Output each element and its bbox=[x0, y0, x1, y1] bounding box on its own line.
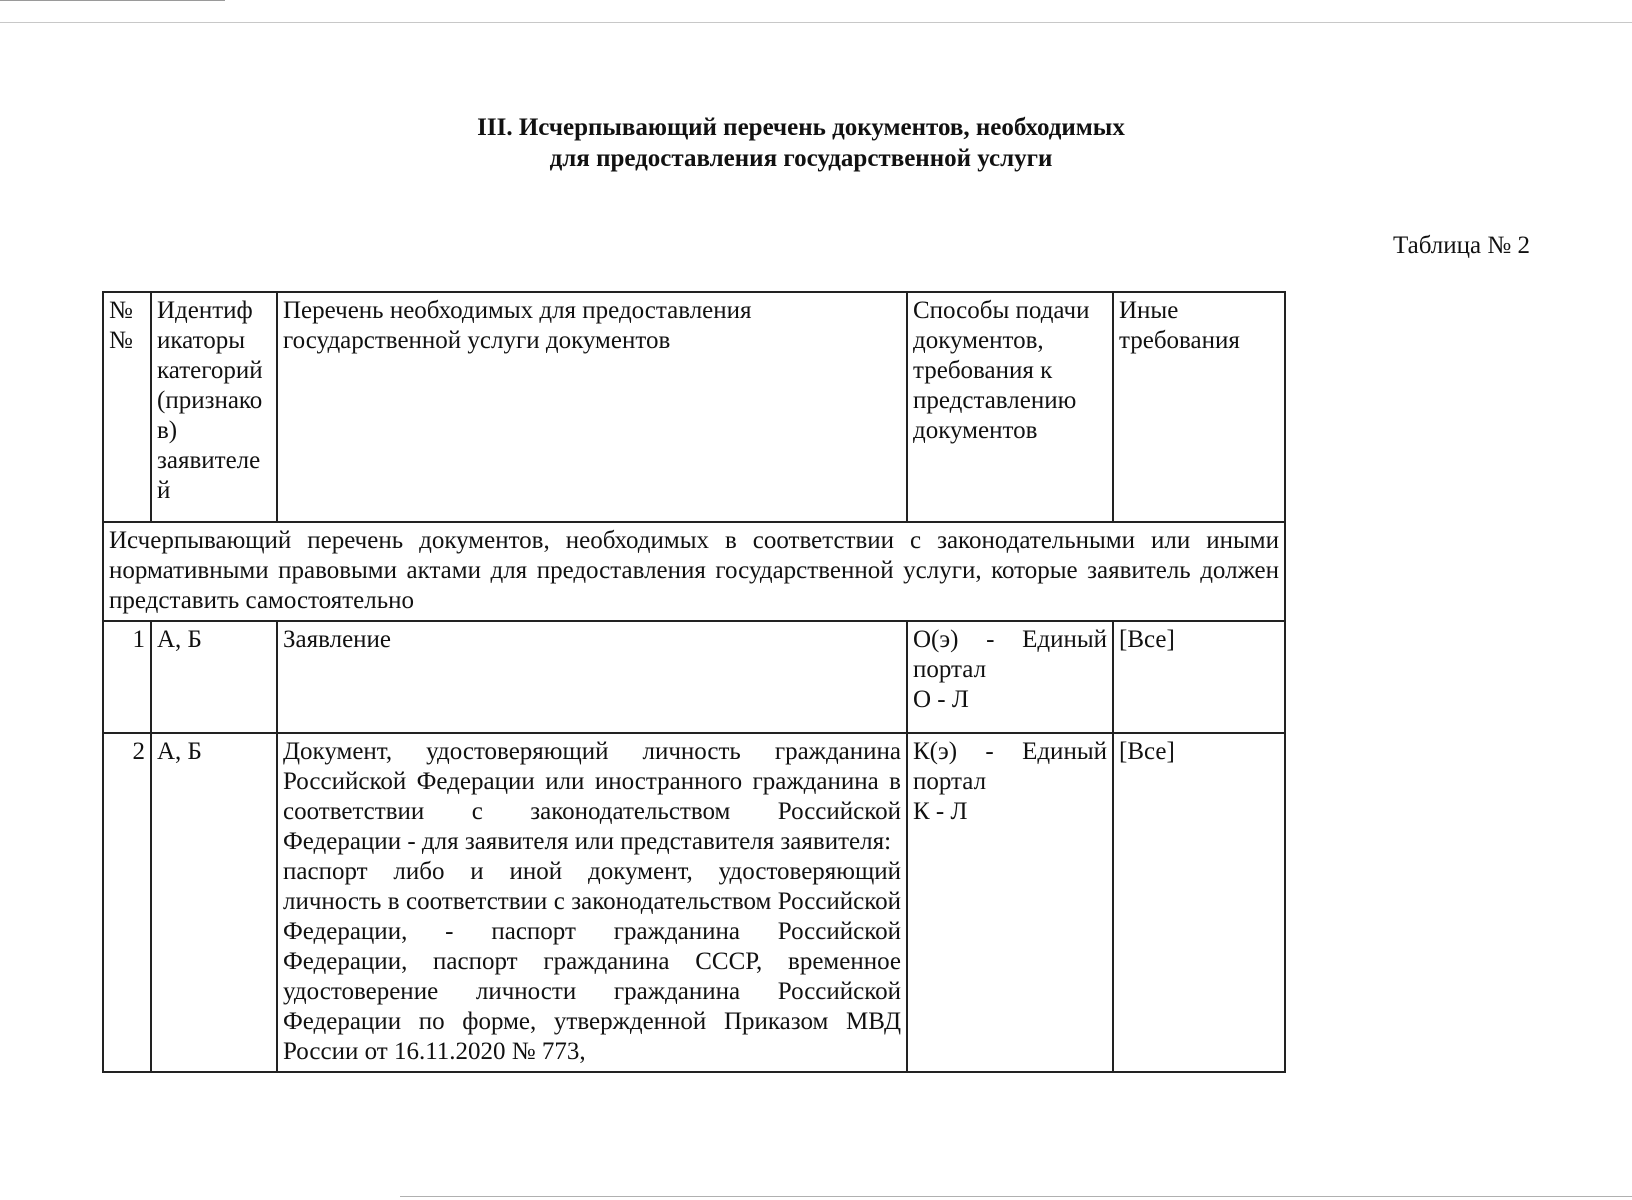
documents-table bbox=[102, 291, 1286, 1073]
row-other: [Все] bbox=[1113, 621, 1285, 733]
table-header-row bbox=[103, 292, 1285, 522]
table-number-label: Таблица № 2 bbox=[1392, 232, 1530, 259]
row-method: К(э) - Единый портал К - Л bbox=[907, 733, 1113, 1072]
row-method: О(э) - Единый портал О - Л bbox=[907, 621, 1113, 733]
title-line-2: для предоставления государственной услуги bbox=[549, 145, 1053, 172]
header-num: № № bbox=[103, 292, 151, 522]
row-document bbox=[277, 733, 907, 1072]
scan-edge-top bbox=[0, 0, 225, 1]
row-document: Заявление bbox=[277, 621, 907, 733]
table-row bbox=[103, 621, 1285, 733]
row-category: А, Б bbox=[151, 733, 277, 1072]
section-row bbox=[103, 522, 1285, 621]
row-num: 2 bbox=[103, 733, 151, 1072]
header-documents: Перечень необходимых для предоставления государственной услуги документов bbox=[277, 292, 907, 522]
row-document-paragraph-1: Документ, удостоверяющий личность гражданина Российской Федерации или иностранного гражданина в соответствии с законодательством Российской Федерации - для заявителя или представителя заявителя: bbox=[283, 738, 901, 855]
header-other: Иные требования bbox=[1113, 292, 1285, 522]
table-row bbox=[103, 733, 1285, 1072]
header-category: Идентиф икаторы категорий (признако в) заявителе й bbox=[151, 292, 277, 522]
row-other: [Все] bbox=[1113, 733, 1285, 1072]
row-document-paragraph-2: паспорт либо и иной документ, удостоверяющий личность в соответствии с законодательством Российской Федерации, - паспорт гражданина Российской Федерации, паспорт гражданина СССР, временное удостоверение личности гражданина Российской Федерации по форме, утвержденной Приказом МВД России от 16.11.2020 № 773, bbox=[283, 858, 901, 1065]
scan-edge-line bbox=[0, 22, 1632, 23]
document-title bbox=[0, 112, 1632, 174]
row-num: 1 bbox=[103, 621, 151, 733]
scan-edge-bottom bbox=[400, 1196, 1632, 1197]
row-category: А, Б bbox=[151, 621, 277, 733]
header-methods: Способы подачи документов, требования к представлению документов bbox=[907, 292, 1113, 522]
section-text: Исчерпывающий перечень документов, необходимых в соответствии с законодательными или иными нормативными правовыми актами для предоставления государственной услуги, которые заявитель должен представить самостоятельно bbox=[103, 522, 1285, 621]
title-line-1: III. Исчерпывающий перечень документов, необходимых bbox=[477, 114, 1125, 141]
